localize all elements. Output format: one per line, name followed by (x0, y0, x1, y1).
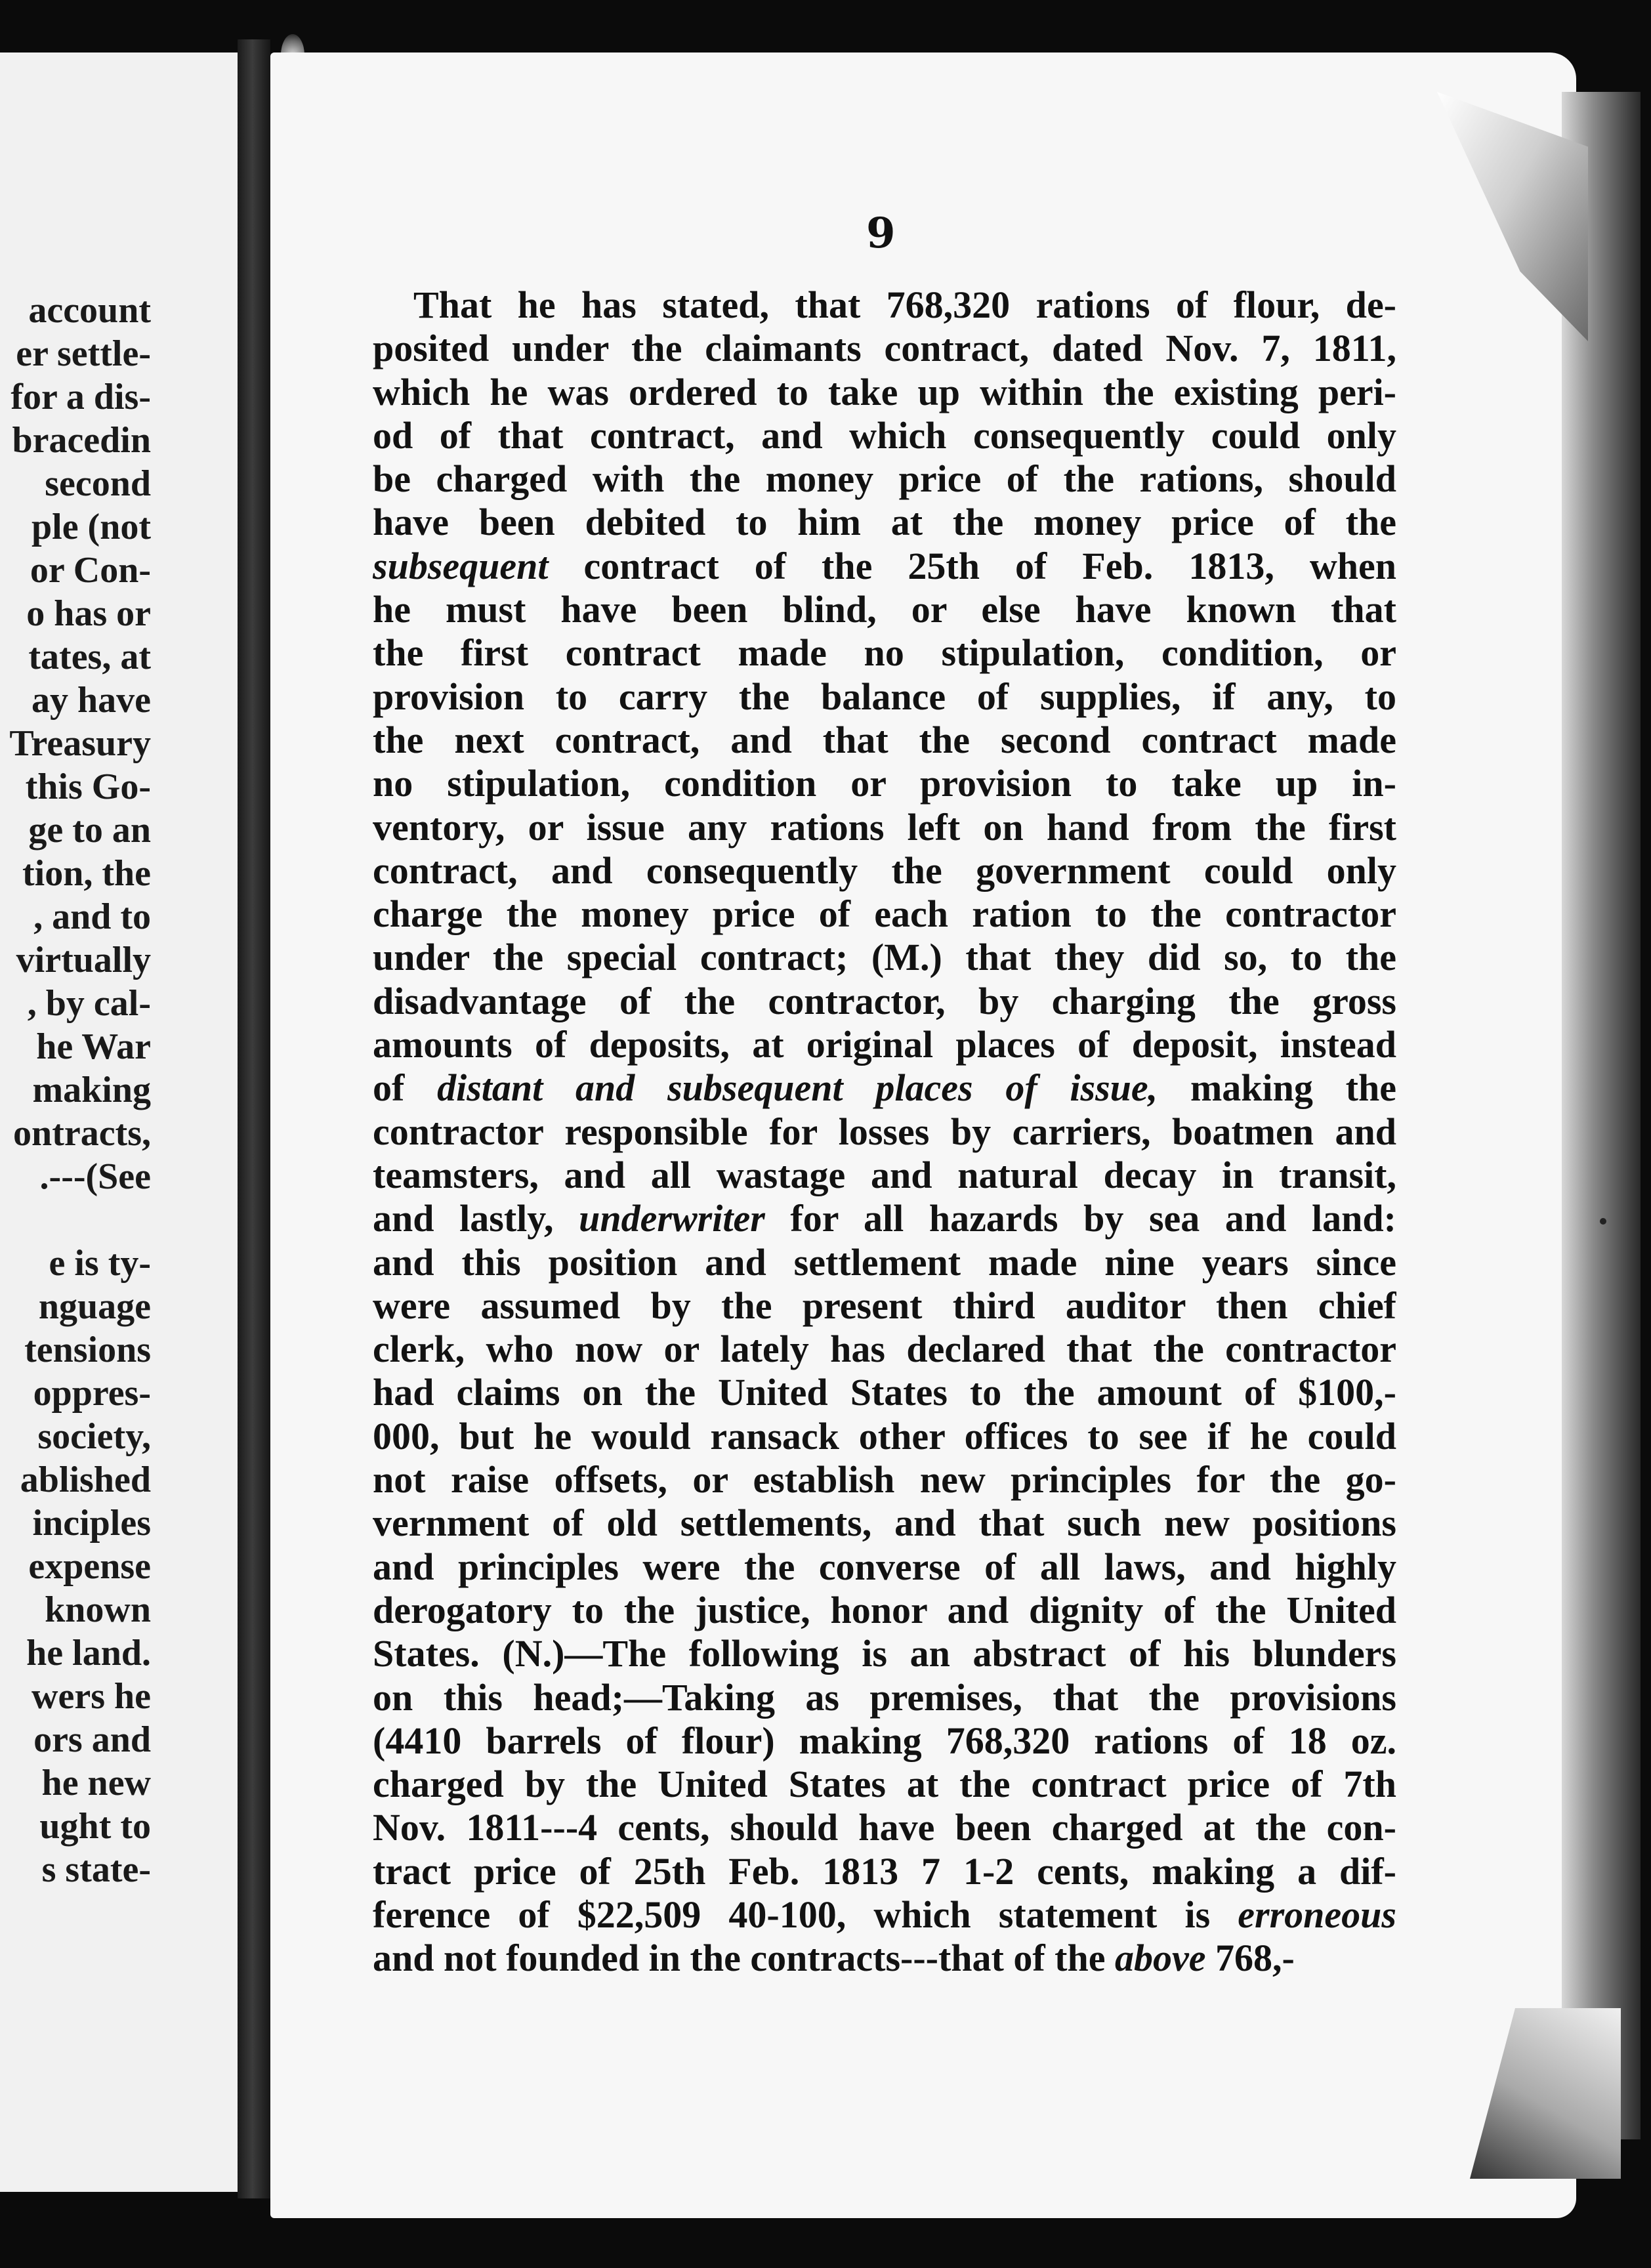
text-run: of (373, 1066, 438, 1110)
left-facing-page (0, 52, 241, 2192)
page-number: 9 (866, 209, 896, 258)
text-run: 768,- (1205, 1937, 1295, 1980)
text-line: under the special contract; (M.) that they did so, to the (373, 936, 1396, 979)
page-edge (1562, 92, 1641, 2139)
text-line: the first contract made no stipulation, condition, or (373, 631, 1396, 675)
left-page-fragment: , by cal- (27, 983, 151, 1024)
left-page-fragment: ontracts, (13, 1113, 151, 1154)
italic-text-run: erroneous (1238, 1893, 1396, 1936)
text-line: not raise offsets, or establish new principles for the go- (373, 1458, 1396, 1502)
text-line: he must have been blind, or else have known that (373, 588, 1396, 631)
body-paragraph (373, 284, 1396, 1981)
text-run: for all hazards by sea and land: (764, 1197, 1396, 1240)
left-page-fragment: s state- (41, 1849, 151, 1890)
left-page-fragment: .---(See (39, 1156, 151, 1197)
text-line: have been debited to him at the money price of the (373, 501, 1396, 544)
left-page-fragment: nguage (38, 1286, 151, 1327)
left-page-fragment: oppres- (33, 1373, 151, 1414)
italic-text-run: above (1115, 1937, 1206, 1980)
left-page-fragment: expense (28, 1546, 151, 1587)
left-page-fragment: second (45, 463, 151, 504)
text-run: ference of $22,509 40-100, which statement is (373, 1893, 1238, 1936)
text-line: had claims on the United States to the amount of $100,- (373, 1371, 1396, 1414)
text-line: contractor responsible for losses by carriers, boatmen and (373, 1110, 1396, 1153)
italic-text-run: subsequent (373, 544, 549, 587)
left-page-fragment: tensions (24, 1330, 151, 1370)
left-page-fragment: o has or (26, 593, 151, 634)
left-page-fragment: making (32, 1070, 151, 1110)
text-line (373, 1893, 1396, 1937)
left-page-fragment: he new (41, 1763, 151, 1803)
text-line: no stipulation, condition or provision to take up in- (373, 762, 1396, 805)
text-line: posited under the claimants contract, dated Nov. 7, 1811, (373, 327, 1396, 370)
text-line: That he has stated, that 768,320 rations of flour, de- (413, 284, 1396, 326)
left-page-fragment: ors and (33, 1719, 151, 1760)
text-line (373, 1937, 1396, 1980)
left-page-fragment: society, (37, 1416, 151, 1457)
text-run: and lastly, (373, 1197, 579, 1240)
left-page-fragment: tates, at (28, 637, 151, 677)
text-line: (4410 barrels of flour) making 768,320 rations of 18 oz. (373, 1719, 1396, 1762)
left-page-fragment: Treasury (9, 723, 151, 764)
text-line: were assumed by the present third auditor then chief (373, 1284, 1396, 1327)
left-page-fragment: for a dis- (10, 377, 151, 417)
text-line: States. (N.)—The following is an abstract of his blunders (373, 1632, 1396, 1675)
text-line: on this head;—Taking as premises, that the provisions (373, 1675, 1396, 1719)
ink-speck (1600, 1218, 1606, 1225)
left-page-fragment: ught to (39, 1806, 151, 1847)
left-page-fragment: or Con- (30, 550, 151, 591)
left-page-fragment: ple (not (31, 507, 151, 547)
left-page-fragment: account (28, 290, 151, 331)
text-line: od of that contract, and which consequently could only (373, 413, 1396, 457)
left-page-fragment: ay have (31, 680, 151, 721)
text-line: charge the money price of each ration to the contractor (373, 892, 1396, 936)
italic-text-run: distant and subsequent places of issue, (437, 1066, 1158, 1110)
text-line: clerk, who now or lately has declared that the contractor (373, 1328, 1396, 1371)
text-line: amounts of deposits, at original places of deposit, instead (373, 1023, 1396, 1066)
left-page-fragment (0, 1198, 238, 1242)
left-page-text-fragments (0, 289, 238, 1891)
text-line: and principles were the converse of all laws, and highly (373, 1545, 1396, 1588)
left-page-fragment: e is ty- (49, 1243, 151, 1284)
left-page-fragment: virtually (16, 940, 151, 980)
text-line (373, 1197, 1396, 1240)
text-line (373, 1066, 1396, 1110)
text-line: teamsters, and all wastage and natural decay in transit, (373, 1153, 1396, 1196)
left-page-fragment: , and to (33, 896, 151, 937)
text-line: charged by the United States at the contract price of 7th (373, 1763, 1396, 1806)
left-page-fragment: tion, the (22, 853, 151, 894)
left-page-fragment: wers he (31, 1676, 151, 1717)
left-page-fragment: this Go- (25, 766, 151, 807)
text-line: Nov. 1811---4 cents, should have been charged at the con- (373, 1806, 1396, 1849)
text-line: and this position and settlement made nine years since (373, 1240, 1396, 1284)
text-line: which he was ordered to take up within the existing peri- (373, 370, 1396, 413)
left-page-fragment: inciples (32, 1503, 151, 1544)
text-line: ventory, or issue any rations left on hand from the first (373, 805, 1396, 849)
text-line: derogatory to the justice, honor and dignity of the United (373, 1588, 1396, 1631)
text-line: tract price of 25th Feb. 1813 7 1-2 cents, making a dif- (373, 1849, 1396, 1893)
left-page-fragment: ge to an (28, 810, 151, 850)
text-line: vernment of old settlements, and that such new positions (373, 1502, 1396, 1545)
text-line: disadvantage of the contractor, by charging the gross (373, 979, 1396, 1022)
italic-text-run: underwriter (579, 1197, 765, 1240)
text-line: provision to carry the balance of supplies, if any, to (373, 675, 1396, 718)
text-line (373, 545, 1396, 588)
text-line: be charged with the money price of the rations, should (373, 457, 1396, 501)
book-gutter (238, 39, 270, 2198)
left-page-fragment: he War (36, 1026, 151, 1067)
left-page-fragment: bracedin (12, 420, 151, 461)
left-page-fragment: he land. (26, 1633, 151, 1673)
left-page-fragment: ablished (20, 1460, 151, 1500)
left-page-fragment: known (45, 1589, 151, 1630)
text-line: the next contract, and that the second contract made (373, 718, 1396, 761)
text-line: contract, and consequently the government could only (373, 849, 1396, 892)
left-page-fragment: er settle- (16, 333, 151, 374)
text-line: 000, but he would ransack other offices to see if he could (373, 1414, 1396, 1458)
text-run: contract of the 25th of Feb. 1813, when (548, 544, 1396, 587)
text-run: and not founded in the contracts---that of the (373, 1937, 1115, 1980)
text-run: making the (1158, 1066, 1396, 1110)
